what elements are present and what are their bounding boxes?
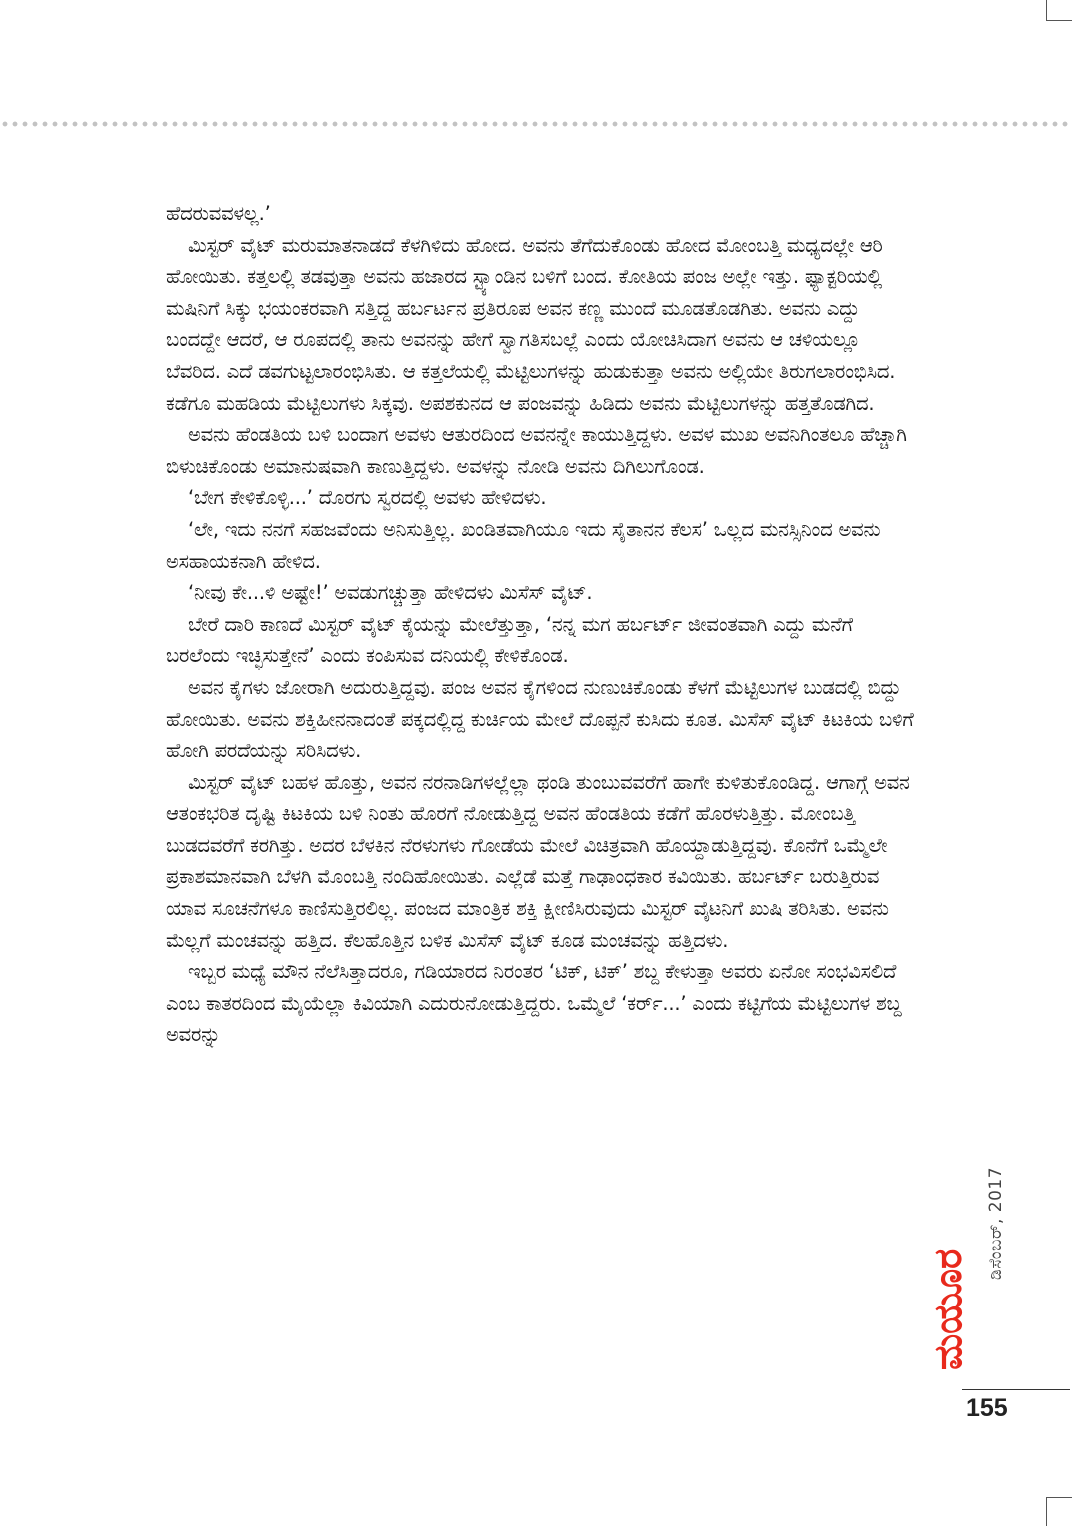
issue-date: ಡಿಸೆಂಬರ್, 2017: [986, 1166, 1006, 1280]
article-paragraph: ಮಿಸ್ಟರ್ ವೈಟ್ ಮರುಮಾತನಾಡದೆ ಕೆಳಗಿಳಿದು ಹೋದ. ಅವನು ತೆಗೆದುಕೊಂಡು ಹೋದ ಮೋಂಬತ್ತಿ ಮಧ್ಯದಲ್ಲೇ ಆರಿ ಹೋಯಿತು. ಕತ್ತಲಲ್ಲಿ ತಡವುತ್ತಾ ಅವನು ಹಜಾರದ ಸ್ಟ್ಯಾಂಡಿನ ಬಳಿಗೆ ಬಂದ. ಕೋತಿಯ ಪಂಜ ಅಲ್ಲೇ ಇತ್ತು. ಫ್ಯಾಕ್ಟರಿಯಲ್ಲಿ ಮಷಿನಿಗೆ ಸಿಕ್ಕು ಭಯಂಕರವಾಗಿ ಸತ್ತಿದ್ದ ಹರ್ಬರ್ಟನ ಪ್ರತಿರೂಪ ಅವನ ಕಣ್ಣ ಮುಂದೆ ಮೂಡತೊಡಗಿತು. ಅವನು ಎದ್ದು ಬಂದದ್ದೇ ಆದರೆ, ಆ ರೂಪದಲ್ಲಿ ತಾನು ಅವನನ್ನು ಹೇಗೆ ಸ್ವಾಗತಿಸಬಲ್ಲೆ ಎಂದು ಯೋಚಿಸಿದಾಗ ಅವನು ಆ ಚಳಿಯಲ್ಲೂ ಬೆವರಿದ. ಎದೆ ಡವಗುಟ್ಟಲಾರಂಭಿಸಿತು. ಆ ಕತ್ತಲೆಯಲ್ಲಿ ಮೆಟ್ಟಿಲುಗಳನ್ನು ಹುಡುಕುತ್ತಾ ಅವನು ಅಲ್ಲಿಯೇ ತಿರುಗಲಾರಂಭಿಸಿದ. ಕಡೆಗೂ ಮಹಡಿಯ ಮೆಟ್ಟಿಲುಗಳು ಸಿಕ್ಕವು. ಅಪಶಕುನದ ಆ ಪಂಜವನ್ನು ಹಿಡಿದು ಅವನು ಮೆಟ್ಟಿಲುಗಳನ್ನು ಹತ್ತತೊಡಗಿದ.: [166, 233, 896, 415]
article-body: [166, 198, 918, 1051]
crop-mark-bottom: [1046, 1497, 1072, 1526]
crop-mark-top: [1046, 0, 1072, 21]
article-paragraph: ‘ಬೇಗ ಕೇಳಿಕೊಳ್ಳಿ...’ ದೊರಗು ಸ್ವರದಲ್ಲಿ ಅವಳು ಹೇಳಿದಳು.: [188, 486, 547, 510]
article-paragraph: ‘ನೀವು ಕೇ...ಳಿ ಅಷ್ಟೇ!’ ಅವಡುಗಚ್ಚುತ್ತಾ ಹೇಳಿದಳು ಮಿಸೆಸ್ ವೈಟ್.: [188, 581, 593, 605]
side-meta: [926, 1100, 1008, 1370]
article-paragraph: ಬೇರೆ ದಾರಿ ಕಾಣದೆ ಮಿಸ್ಟರ್ ವೈಟ್ ಕೈಯನ್ನು ಮೇಲೆತ್ತುತ್ತಾ, ‘ನನ್ನ ಮಗ ಹರ್ಬರ್ಟ್ ಜೀವಂತವಾಗಿ ಎದ್ದು ಮನೆಗೆ ಬರಲೆಂದು ಇಚ್ಛಿಸುತ್ತೇನೆ’ ಎಂದು ಕಂಪಿಸುವ ದನಿಯಲ್ಲಿ ಕೇಳಿಕೊಂಡ.: [166, 612, 853, 668]
dotted-rule: [0, 120, 1072, 128]
page-number: 155: [966, 1394, 1008, 1422]
magazine-logo: ಮಯೂರ: [926, 1248, 970, 1370]
article-paragraph: ಇಬ್ಬರ ಮಧ್ಯೆ ಮೌನ ನೆಲೆಸಿತ್ತಾದರೂ, ಗಡಿಯಾರದ ನಿರಂತರ ‘ಟಿಕ್, ಟಿಕ್’ ಶಬ್ದ ಕೇಳುತ್ತಾ ಅವರು ಏನೋ ಸಂಭವಿಸಲಿದೆ ಎಂಬ ಕಾತರದಿಂದ ಮೈಯೆಲ್ಲಾ ಕಿವಿಯಾಗಿ ಎದುರುನೋಡುತ್ತಿದ್ದರು. ಒಮ್ಮೆಲೆ ‘ಕರ್ರ್...’ ಎಂದು ಕಟ್ಟಿಗೆಯ ಮೆಟ್ಟಿಲುಗಳ ಶಬ್ದ ಅವರನ್ನು: [166, 960, 902, 1047]
article-paragraph: ಅವನು ಹೆಂಡತಿಯ ಬಳಿ ಬಂದಾಗ ಅವಳು ಆತುರದಿಂದ ಅವನನ್ನೇ ಕಾಯುತ್ತಿದ್ದಳು. ಅವಳ ಮುಖ ಅವನಿಗಿಂತಲೂ ಹೆಚ್ಚಾಗಿ ಬಿಳುಚಿಕೊಂಡು ಅಮಾನುಷವಾಗಿ ಕಾಣುತ್ತಿದ್ದಳು. ಅವಳನ್ನು ನೋಡಿ ಅವನು ದಿಗಿಲುಗೊಂಡ.: [166, 423, 907, 478]
article-paragraph: ಹೆದರುವವಳಲ್ಲ.’: [166, 202, 271, 225]
article-paragraph: ಮಿಸ್ಟರ್ ವೈಟ್ ಬಹಳ ಹೊತ್ತು, ಅವನ ನರನಾಡಿಗಳಲ್ಲೆಲ್ಲಾ ಥಂಡಿ ತುಂಬುವವರೆಗೆ ಹಾಗೇ ಕುಳಿತುಕೊಂಡಿದ್ದ. ಆಗಾಗ್ಗೆ ಅವನ ಆತಂಕಭರಿತ ದೃಷ್ಟಿ ಕಿಟಕಿಯ ಬಳಿ ನಿಂತು ಹೊರಗೆ ನೋಡುತ್ತಿದ್ದ ಅವನ ಹೆಂಡತಿಯ ಕಡೆಗೆ ಹೊರಳುತ್ತಿತ್ತು. ಮೋಂಬತ್ತಿ ಬುಡದವರೆಗೆ ಕರಗಿತ್ತು. ಅದರ ಬೆಳಕಿನ ನೆರಳುಗಳು ಗೋಡೆಯ ಮೇಲೆ ವಿಚಿತ್ರವಾಗಿ ಹೊಯ್ದಾಡುತ್ತಿದ್ದವು. ಕೊನೆಗೆ ಒಮ್ಮೆಲೇ ಪ್ರಕಾಶಮಾನವಾಗಿ ಬೆಳಗಿ ಮೊಂಬತ್ತಿ ನಂದಿಹೋಯಿತು. ಎಲ್ಲೆಡೆ ಮತ್ತೆ ಗಾಢಾಂಧಕಾರ ಕವಿಯಿತು. ಹರ್ಬರ್ಟ್ ಬರುತ್ತಿರುವ ಯಾವ ಸೂಚನೆಗಳೂ ಕಾಣಿಸುತ್ತಿರಲಿಲ್ಲ. ಪಂಜದ ಮಾಂತ್ರಿಕ ಶಕ್ತಿ ಕ್ಷೀಣಿಸಿರುವುದು ಮಿಸ್ಟರ್ ವೈಟನಿಗೆ ಖುಷಿ ತರಿಸಿತು. ಅವನು ಮೆಲ್ಲಗೆ ಮಂಚವನ್ನು ಹತ್ತಿದ. ಕೆಲಹೊತ್ತಿನ ಬಳಿಕ ಮಿಸೆಸ್ ವೈಟ್ ಕೂಡ ಮಂಚವನ್ನು ಹತ್ತಿದಳು.: [166, 770, 910, 952]
page-number-rule: [962, 1389, 1070, 1390]
article-paragraph: ‘ಲೇ, ಇದು ನನಗೆ ಸಹಜವೆಂದು ಅನಿಸುತ್ತಿಲ್ಲ. ಖಂಡಿತವಾಗಿಯೂ ಇದು ಸೈತಾನನ ಕೆಲಸ’ ಒಲ್ಲದ ಮನಸ್ಸಿನಿಂದ ಅವನು ಅಸಹಾಯಕನಾಗಿ ಹೇಳಿದ.: [166, 517, 881, 573]
article-paragraph: ಅವನ ಕೈಗಳು ಜೋರಾಗಿ ಅದುರುತ್ತಿದ್ದವು. ಪಂಜ ಅವನ ಕೈಗಳಿಂದ ನುಣುಚಿಕೊಂಡು ಕೆಳಗೆ ಮೆಟ್ಟಿಲುಗಳ ಬುಡದಲ್ಲಿ ಬಿದ್ದು ಹೋಯಿತು. ಅವನು ಶಕ್ತಿಹೀನನಾದಂತೆ ಪಕ್ಕದಲ್ಲಿದ್ದ ಕುರ್ಚಿಯ ಮೇಲೆ ದೊಪ್ಪನೆ ಕುಸಿದು ಕೂತ. ಮಿಸೆಸ್ ವೈಟ್ ಕಿಟಕಿಯ ಬಳಿಗೆ ಹೋಗಿ ಪರದೆಯನ್ನು ಸರಿಸಿದಳು.: [166, 675, 914, 763]
